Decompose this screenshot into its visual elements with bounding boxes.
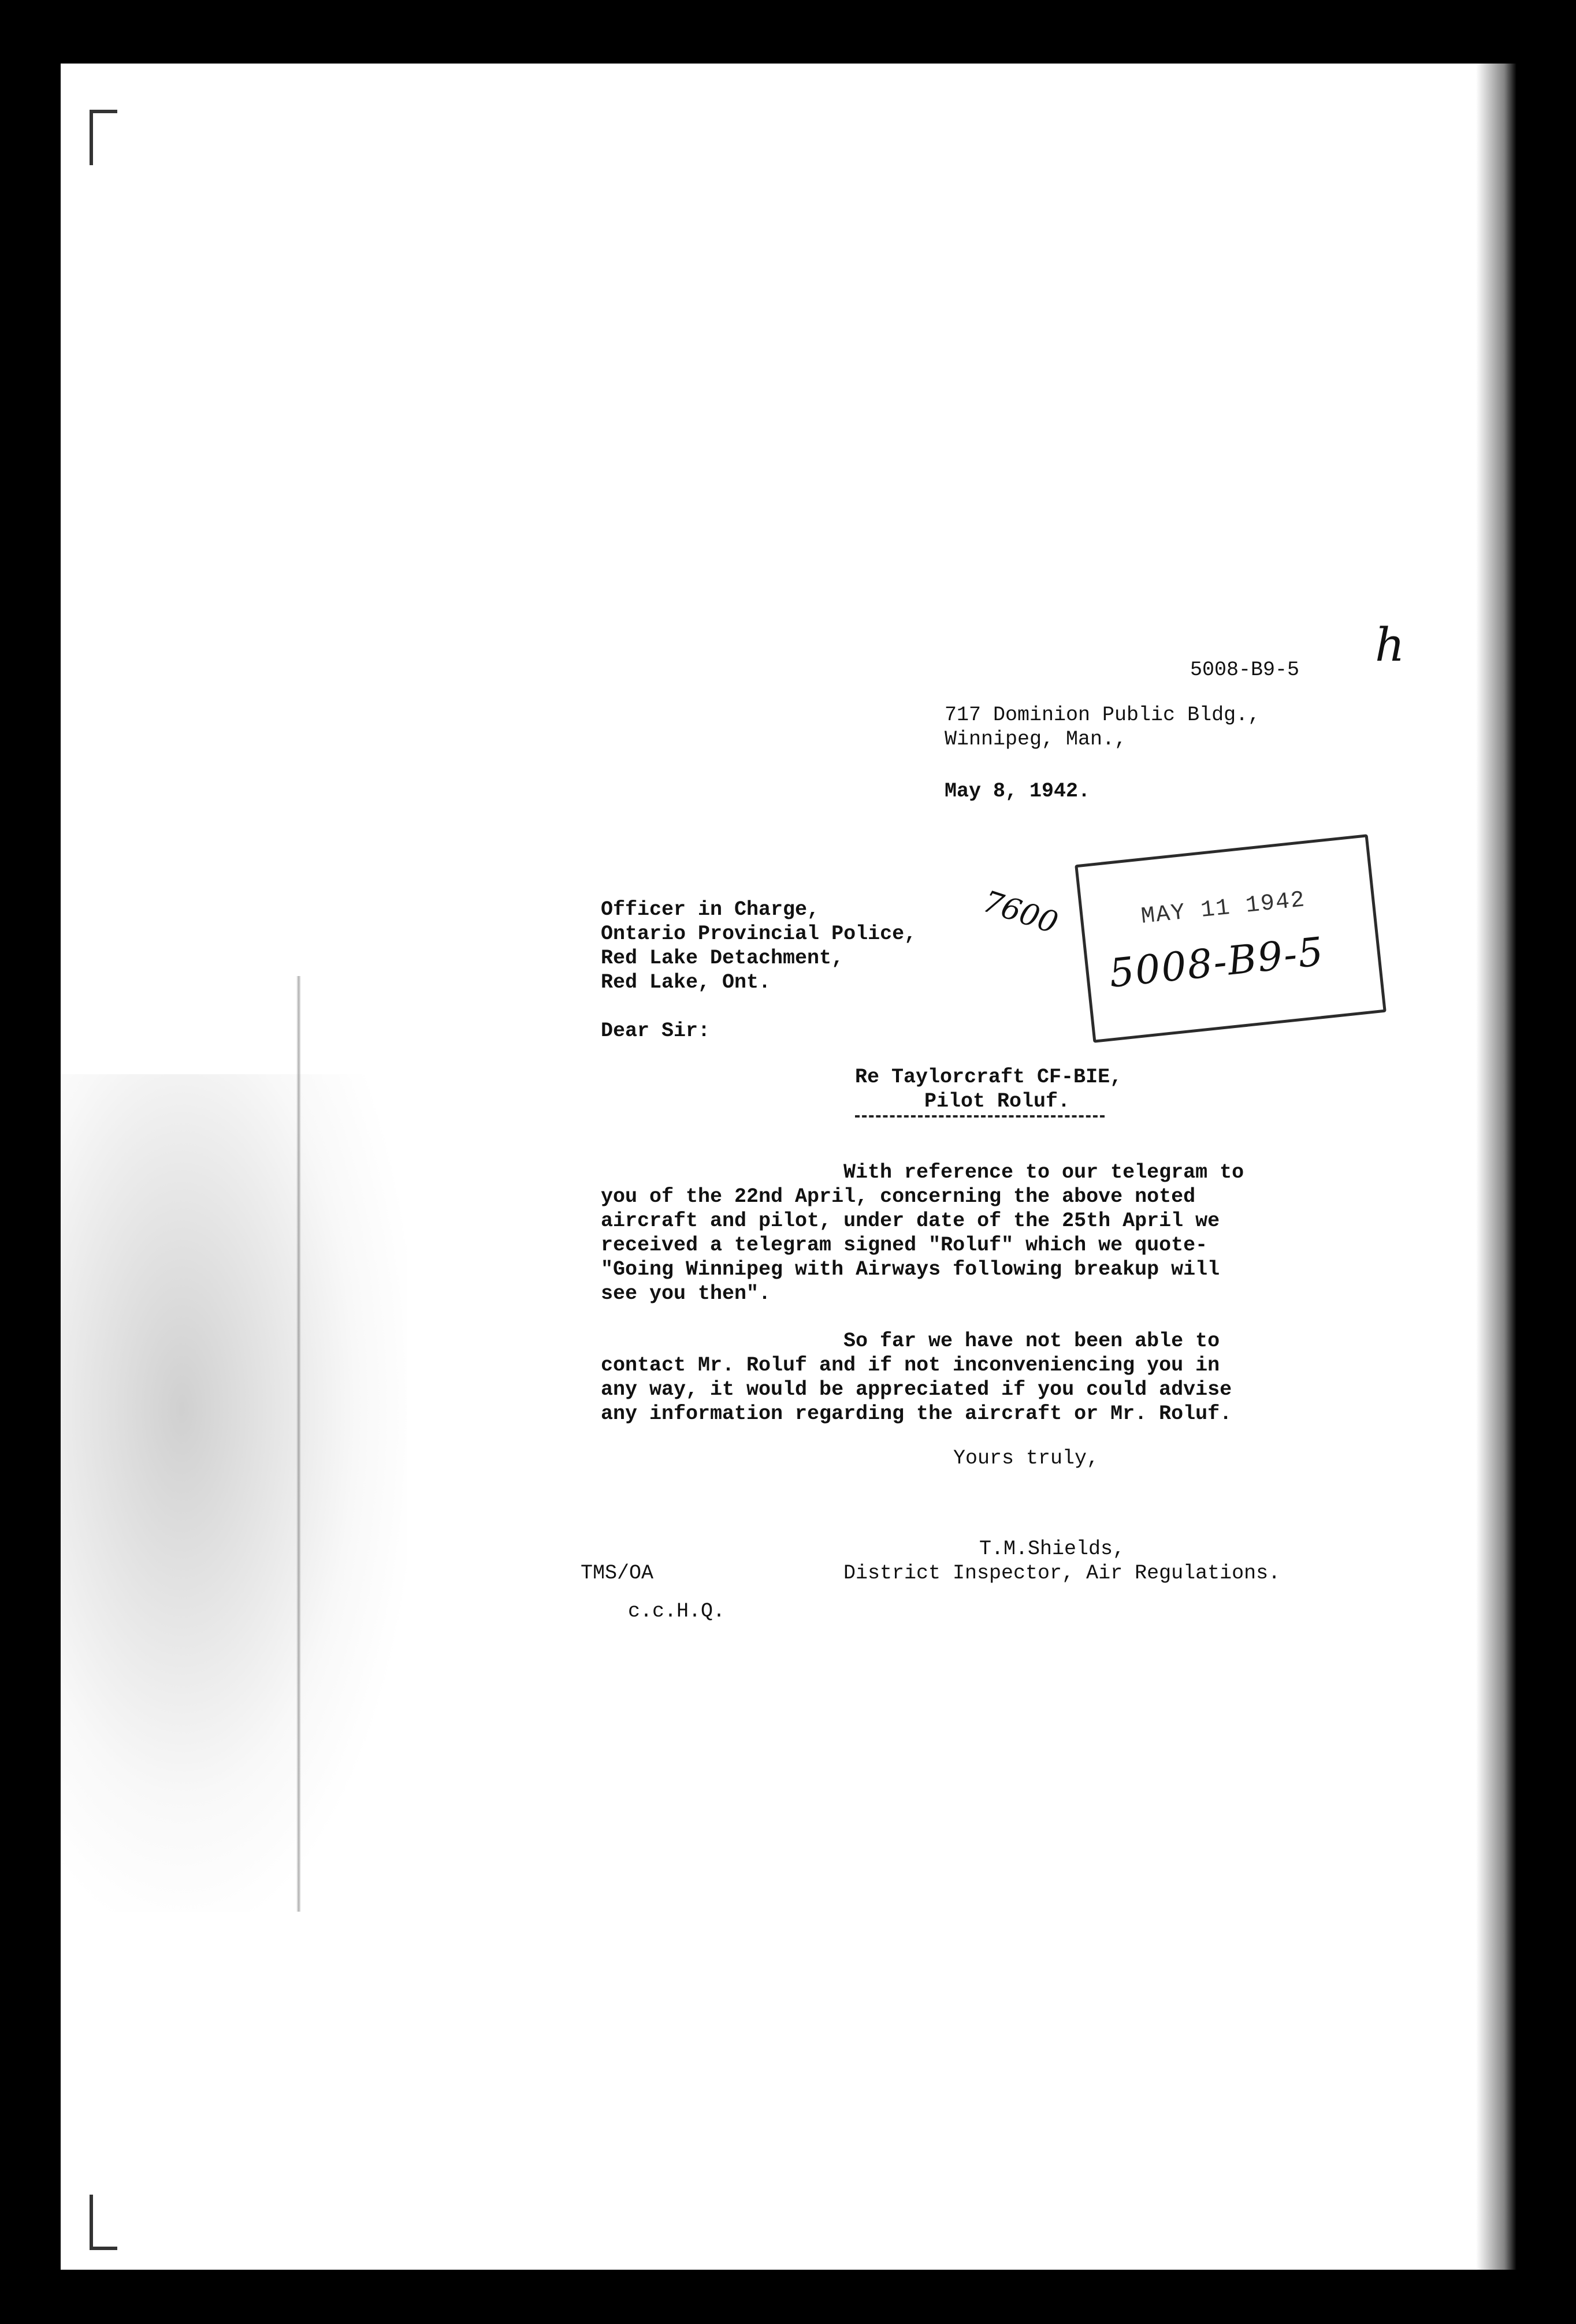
body-paragraph-2-line-4: any information regarding the aircraft or Mr. Roluf. [601,1402,1232,1425]
closing: Yours truly, [953,1447,1099,1470]
recipient-line-4: Red Lake, Ont. [601,971,771,994]
scan-edge [1476,64,1516,2270]
letter-page [61,64,1516,2270]
sender-address-line-1: 717 Dominion Public Bldg., [945,703,1261,727]
received-stamp [1075,834,1387,1043]
body-paragraph-1-line-4: received a telegram signed "Roluf" which we quote- [601,1234,1208,1257]
subject-underlined-text: Pilot Roluf. [855,1090,1105,1118]
stamp-date: MAY 11 1942 [1139,887,1307,930]
recipient-line-3: Red Lake Detachment, [601,947,844,970]
body-paragraph-1-line-3: aircraft and pilot, under date of the 25th April we [601,1209,1220,1232]
typist-initials: TMS/OA [581,1562,654,1585]
scan-shadow [61,1074,407,1912]
salutation: Dear Sir: [601,1019,711,1042]
fold-crease [296,976,301,1912]
corner-mark-top-left [90,110,117,165]
handwritten-code: 7600 [978,884,1062,941]
body-paragraph-2-line-2: contact Mr. Roluf and if not inconveniencing you in [601,1354,1220,1377]
stamp-file-number: 5008-B9-5 [1107,929,1326,997]
body-paragraph-1-line-1: With reference to our telegram to [843,1161,1244,1184]
handwritten-mark: h [1375,618,1405,672]
body-paragraph-1-line-6: see you then". [601,1282,771,1305]
body-paragraph-1-line-2: you of the 22nd April, concerning the above noted [601,1185,1196,1208]
copy-notation: c.c.H.Q. [628,1600,726,1623]
body-paragraph-2-line-3: any way, it would be appreciated if you could advise [601,1378,1232,1401]
subject-line-2 [855,1090,1105,1113]
corner-mark-bottom-left [90,2195,117,2250]
body-paragraph-1-line-5: "Going Winnipeg with Airways following breakup will [601,1258,1220,1281]
recipient-line-2: Ontario Provincial Police, [601,922,917,945]
file-reference: 5008-B9-5 [1190,658,1300,681]
body-paragraph-2-line-1: So far we have not been able to [843,1329,1220,1353]
sender-address-line-2: Winnipeg, Man., [945,728,1127,751]
recipient-line-1: Officer in Charge, [601,898,820,921]
signer-name: T.M.Shields, [979,1537,1125,1560]
letter-date: May 8, 1942. [945,780,1091,803]
signer-title: District Inspector, Air Regulations. [843,1562,1281,1585]
subject-line-1: Re Taylorcraft CF-BIE, [855,1066,1122,1089]
